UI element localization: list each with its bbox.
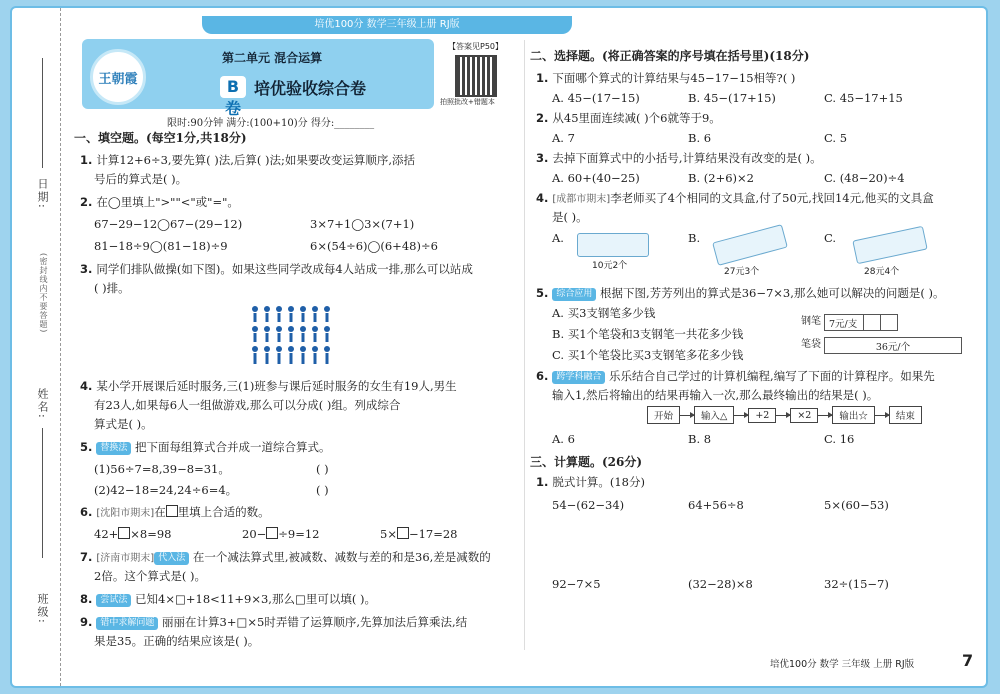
r-q2-a[interactable]: A. 7 [552, 131, 575, 145]
q2-text: 在◯里填上">""<"或"="。 [96, 195, 239, 209]
q2-r1a: 67−29−12◯67−(29−12) [94, 217, 243, 231]
q2-r1b: 3×7+1◯3×(7+1) [310, 217, 415, 231]
q5-r1: (1)56÷7=8,39−8=31。 [94, 462, 230, 476]
calc-4: 92−7×5 [552, 577, 601, 591]
r-q4-a-caption: 10元2个 [592, 261, 628, 271]
q7-line1: 在一个减法算式里,被减数、减数与差的和是36,差是减数的 [192, 550, 491, 564]
title-banner [82, 39, 434, 118]
q7-source: [济南市期末] [96, 553, 155, 564]
r-q6-tag: 跨学科融合 [552, 371, 605, 384]
seal-note: (密封线内不要答题) [39, 253, 48, 334]
unit-title: 第二单元 混合运算 [222, 51, 323, 65]
q5-r2: (2)42−18=24,24÷6=4。 [94, 483, 238, 497]
calc-6: 32÷(15−7) [824, 577, 889, 591]
price-pen-label: 钢笔 [801, 316, 821, 327]
r-q5: 根据下图,芳芳列出的算式是36−7×3,那么她可以解决的问题是( )。 [600, 286, 945, 300]
q9-line1: 丽丽在计算3+□×5时弄错了运算顺序,先算加法后算乘法,结 [162, 615, 468, 629]
calc-1: 54−(62−34) [552, 498, 625, 512]
q4-line3: 算式是( )。 [94, 417, 153, 431]
price-table-bag: 36元/个 [824, 337, 962, 354]
r-q6-c[interactable]: C. 16 [824, 432, 855, 446]
q7-tag: 代入法 [154, 552, 189, 565]
r-q2-c[interactable]: C. 5 [824, 131, 848, 145]
q9-line2: 果是35。正确的结果应该是( )。 [94, 634, 260, 648]
worksheet-page: 培优100分 数学三年级上册 RJ版 日期: (密封线内不要答题) 姓名: 班级: 王朝霞 第二单元 混合运算 B卷 培优验收综合卷 【答案见P50】 拍照批改+错题本 限时:90分钟 满分:(100+10)分 得分:________ 一、填空题。(每空1分,共18分) 1. 计算12+6÷3,要先算( )法,后算( )法;如果要改变运算顺序,添括 号后的算式是( )。 2. 在◯里填上">""<"或"="。 67−29−12◯67−(29−12) 3×7+1◯3×(7+1) 81−18÷9◯(81−18)÷9 6×(54÷6)◯(6+48)÷6 3. 同学们排队做操(如下图)。如果这些同学改成每4人站成一排,那么可以站成 ( )排。 4. 某小学开展课后延时服务,三(1)班参与课后延时服务的女生有19人,男生 有23人,如果每6人一组做游戏,那么可以分成( )组。列成综合 算式是( )。 5. 替换法 把下面每组算式合并成一道综合算式。 (1)56÷7=8,39−8=31。 ( ) (2)42−18=24,24÷6=4。 ( ) 6. [沈阳市期末]在 里填上合适的数。 42+ ×8=98 20− ÷9=12 5× −17=28 7. [济南市期末] 代入法 在一个减法算式里,被减数、减数与差的和是36,差是减数的 2倍。这个算式是( )。 8. 尝试法 已知4×□+18<11+9×3,那么□里可以填( )。 9. 错中求解问题 丽丽在计算3+□×5时弄错了运算顺序,先算加法后算乘法,结 果是35。正确的结果应该是( )。 二、选择题。(将正确答案的序号填在括号里)(18分) 1. 下面哪个算式的计算结果与45−17−15相等?( ) A. 45−(17−15) B. 45−(17+15) C. 45−17+15 2. 从45里面连续减( )个6就等于9。 A. 7 B. 6 C. 5 3. 去掉下面算式中的小括号,计算结果没有改变的是( )。 A. 60+(40−25) B. (2+6)×2 C. (48−20)÷4 4. [成都市期末]李老师买了4个相同的文具盒,付了50元,找回14元,他买的文具盒 是( )。 A. 10元2个 B. 27元3个 C. 28元4个 5. 综合应用 根据下图,芳芳列出的算式是36−7×3,那么她可以解决的问题是( )。 A. 买3支钢笔多少钱 B. 买1个笔袋和3支钢笔一共花多少钱 C. 买1个笔袋比买3支钢笔多花多少钱 钢笔 笔袋 7元/支 36元/个 6. 跨学科融合 乐乐结合自己学过的计算机编程,编写了下面的计算程序。如果先 输入1,然后将输出的结果再输入一次,那么最终输出的结果是( )。 开始 输入△ +2 ×2 输出☆ 结束 A. 6 B. 8 C. 16 三、计算题。(26分) 1. 脱式计算。(18分) 54−(62−34) 64+56÷8 5×(60−53) 92−7×5 (32−28)×8 32÷(15−7) 培优100分 数学 三年级 上册 RJ版 7 [12, 8, 986, 686]
q1-line1: 计算12+6÷3,要先算( )法,后算( )法;如果要改变运算顺序,添括 [96, 153, 416, 167]
r-q5-b[interactable]: B. 买1个笔袋和3支钢笔一共花多少钱 [552, 327, 744, 341]
footer-text: 培优100分 数学 三年级 上册 RJ版 [770, 659, 915, 670]
r-q5-c[interactable]: C. 买1个笔袋比买3支钢笔多花多少钱 [552, 348, 744, 362]
price-bag-label: 笔袋 [801, 339, 821, 350]
qr-code[interactable] [455, 55, 497, 97]
r-q4-b[interactable]: B. [688, 231, 701, 245]
r-q5-tag: 综合应用 [552, 288, 596, 301]
r-q6-line2: 输入1,然后将输出的结果再输入一次,那么最终输出的结果是( )。 [552, 388, 879, 402]
section-fill-blank: 一、填空题。(每空1分,共18分) [74, 131, 247, 145]
r-q4-line2: 是( )。 [552, 210, 588, 224]
r-q3-a[interactable]: A. 60+(40−25) [552, 171, 640, 185]
name-label: 姓名: [36, 388, 49, 420]
q8-text: 已知4×□+18<11+9×3,那么□里可以填( )。 [135, 592, 376, 606]
section-calc: 三、计算题。(26分) [530, 455, 643, 469]
r-q1-b[interactable]: B. 45−(17+15) [688, 91, 776, 105]
page-title: 培优验收综合卷 [254, 79, 367, 98]
r-q3: 去掉下面算式中的小括号,计算结果没有改变的是( )。 [552, 151, 822, 165]
q7-line2: 2倍。这个算式是( )。 [94, 569, 206, 583]
q2-r2b: 6×(54÷6)◯(6+48)÷6 [310, 239, 438, 253]
q5-r2-answer: ( ) [316, 483, 329, 497]
q8-tag: 尝试法 [96, 594, 131, 607]
calc-5: (32−28)×8 [688, 577, 753, 591]
q4-line1: 某小学开展课后延时服务,三(1)班参与课后延时服务的女生有19人,男生 [96, 379, 457, 393]
r-q3-c[interactable]: C. (48−20)÷4 [824, 171, 905, 185]
r-q4-a[interactable]: A. [552, 231, 564, 245]
r-q4-source: [成都市期末] [552, 194, 611, 205]
r-q6-a[interactable]: A. 6 [552, 432, 575, 446]
class-label: 班级: [36, 593, 49, 625]
binding-margin [12, 8, 61, 686]
q5-r1-answer: ( ) [316, 462, 329, 476]
q1-line2: 号后的算式是( )。 [94, 172, 188, 186]
calc-3: 5×(60−53) [824, 498, 889, 512]
r-q5-a[interactable]: A. 买3支钢笔多少钱 [552, 306, 656, 320]
q6-source: [沈阳市期末] [96, 508, 155, 519]
logo: 王朝霞 [90, 49, 146, 105]
paper-badge: B卷 [220, 76, 246, 98]
q4-line2: 有23人,如果每6人一组做游戏,那么可以分成( )组。列成综合 [94, 398, 401, 412]
q2-r2a: 81−18÷9◯(81−18)÷9 [94, 239, 228, 253]
q3-line2: ( )排。 [94, 281, 130, 295]
page-number: 7 [962, 651, 974, 670]
r-q4-c-caption: 28元4个 [864, 267, 900, 277]
time-score-line: 限时:90分钟 满分:(100+10)分 得分:________ [167, 118, 375, 129]
r-q6-b[interactable]: B. 8 [688, 432, 712, 446]
students-lineup-image [247, 304, 335, 366]
date-label: 日期: [36, 178, 49, 210]
pencil-case-a [577, 233, 649, 257]
r-q4-line1: 李老师买了4个相同的文具盒,付了50元,找回14元,他买的文具盒 [610, 191, 934, 205]
qr-caption: 拍照批改+错题本 [440, 98, 495, 106]
r-q4-b-caption: 27元3个 [724, 267, 760, 277]
r-q1: 下面哪个算式的计算结果与45−17−15相等?( ) [552, 71, 796, 85]
q9-tag: 错中求解问题 [96, 617, 158, 630]
calc-2: 64+56÷8 [688, 498, 744, 512]
r-q6-line1: 乐乐结合自己学过的计算机编程,编写了下面的计算程序。如果先 [609, 369, 935, 383]
pencil-case-c [852, 226, 927, 264]
r-q2: 从45里面连续减( )个6就等于9。 [552, 111, 721, 125]
r-q4-c[interactable]: C. [824, 231, 837, 245]
program-flowchart: 开始 输入△ +2 ×2 输出☆ 结束 [647, 406, 922, 424]
r-q2-b[interactable]: B. 6 [688, 131, 712, 145]
r-q1-c[interactable]: C. 45−17+15 [824, 91, 903, 105]
q5-tag: 替换法 [96, 442, 131, 455]
price-table-pen: 7元/支 [824, 314, 898, 331]
top-banner: 培优100分 数学三年级上册 RJ版 [202, 16, 572, 34]
r-q3-b[interactable]: B. (2+6)×2 [688, 171, 754, 185]
q5-text: 把下面每组算式合并成一道综合算式。 [135, 440, 331, 454]
answer-reference: 【答案见P50】 [448, 42, 504, 51]
q6-text: 里填上合适的数。 [177, 505, 270, 519]
q3-line1: 同学们排队做操(如下图)。如果这些同学改成每4人站成一排,那么可以站成 [96, 262, 473, 276]
section-choice: 二、选择题。(将正确答案的序号填在括号里)(18分) [530, 49, 810, 63]
pencil-case-b [712, 224, 788, 266]
r-q1-a[interactable]: A. 45−(17−15) [552, 91, 640, 105]
calc-title: 脱式计算。(18分) [552, 475, 645, 489]
